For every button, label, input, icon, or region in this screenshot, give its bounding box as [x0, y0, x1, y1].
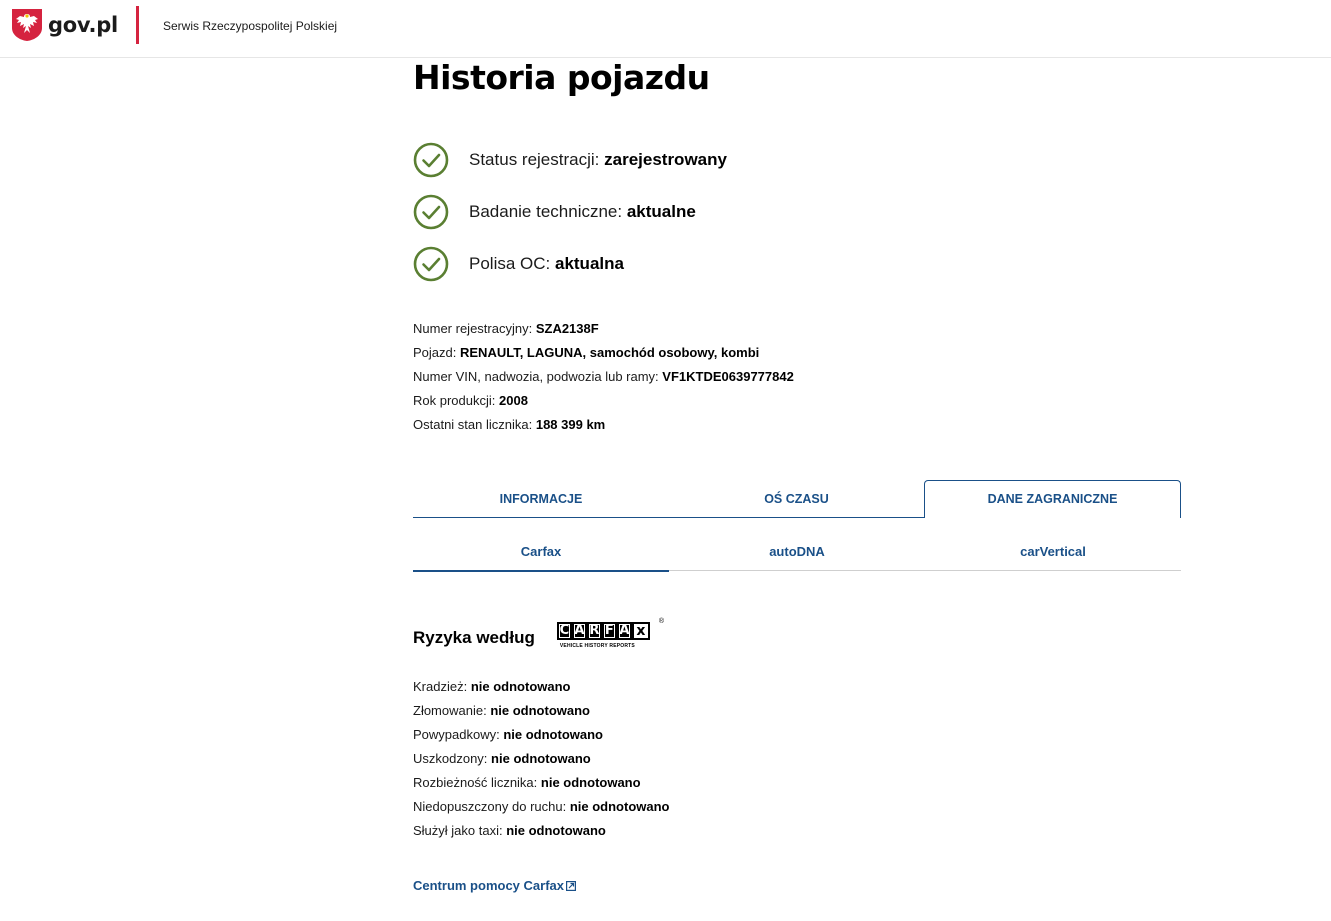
carfax-help-link[interactable]: [413, 878, 576, 893]
risk-accident: Powypadkowy: nie odnotowano: [413, 727, 603, 742]
subtab-carfax[interactable]: Carfax: [413, 536, 669, 572]
logo-text: gov.pl: [48, 13, 118, 37]
source-subtabs: [413, 536, 1181, 572]
status-registration: [413, 142, 727, 178]
carfax-logo-letter: A: [617, 622, 632, 640]
status-text: Badanie techniczne: aktualne: [469, 202, 696, 221]
tab-informacje[interactable]: INFORMACJE: [499, 492, 583, 506]
status-inspection: [413, 194, 696, 230]
help-link-label: Centrum pomocy Carfax: [413, 878, 564, 893]
risk-damaged: Uszkodzony: nie odnotowano: [413, 751, 591, 766]
status-text: Polisa OC: aktualna: [469, 254, 624, 273]
registered-mark: ®: [658, 618, 665, 625]
check-circle-icon: [413, 246, 449, 282]
subtab-autodna[interactable]: autoDNA: [769, 544, 825, 559]
carfax-logo-letter: R: [587, 622, 602, 640]
detail-production-year: Rok produkcji: 2008: [413, 393, 528, 408]
carfax-logo: [557, 618, 667, 654]
site-header: [0, 0, 1331, 58]
risk-list: [413, 675, 669, 843]
carfax-logo-letter: F: [602, 622, 617, 640]
risk-theft: Kradzież: nie odnotowano: [413, 679, 571, 694]
risk-title: Ryzyka według: [413, 628, 535, 647]
carfax-logo-letter: C: [557, 622, 572, 640]
subtab-carvertical[interactable]: carVertical: [1020, 544, 1086, 559]
tab-dane-zagraniczne[interactable]: DANE ZAGRANICZNE: [924, 480, 1181, 518]
tab-os-czasu[interactable]: OŚ CZASU: [764, 492, 829, 506]
detail-vin: Numer VIN, nadwozia, podwozia lub ramy: VF1KTDE0639777842: [413, 369, 794, 384]
carfax-logo-letter: A: [572, 622, 587, 640]
risk-not-roadworthy: Niedopuszczony do ruchu: nie odnotowano: [413, 799, 670, 814]
detail-registration-number: Numer rejestracyjny: SZA2138F: [413, 321, 599, 336]
external-link-icon: [566, 881, 576, 891]
detail-odometer: Ostatni stan licznika: 188 399 km: [413, 417, 606, 432]
risk-scrapped: Złomowanie: nie odnotowano: [413, 703, 590, 718]
risk-taxi: Służył jako taxi: nie odnotowano: [413, 823, 606, 838]
detail-vehicle: Pojazd: RENAULT, LAGUNA, samochód osobowy, kombi: [413, 345, 760, 360]
polish-eagle-icon: [11, 8, 43, 42]
status-insurance: [413, 246, 624, 282]
status-text: Status rejestracji: zarejestrowany: [469, 150, 727, 169]
page-title: Historia pojazdu: [413, 58, 710, 97]
vehicle-details: [413, 317, 794, 437]
carfax-logo-x: x: [632, 622, 650, 640]
check-circle-icon: [413, 142, 449, 178]
carfax-logo-letters: [557, 622, 650, 640]
check-circle-icon: [413, 194, 449, 230]
header-subtitle: Serwis Rzeczypospolitej Polskiej: [163, 19, 338, 33]
risk-odometer-discrepancy: Rozbieżność licznika: nie odnotowano: [413, 775, 641, 790]
main-tabs: [413, 480, 1181, 518]
gov-pl-logo-link[interactable]: [11, 8, 118, 42]
carfax-logo-subtitle: VEHICLE HISTORY REPORTS: [559, 643, 635, 649]
header-divider: [136, 6, 139, 44]
risk-header: [413, 618, 667, 654]
